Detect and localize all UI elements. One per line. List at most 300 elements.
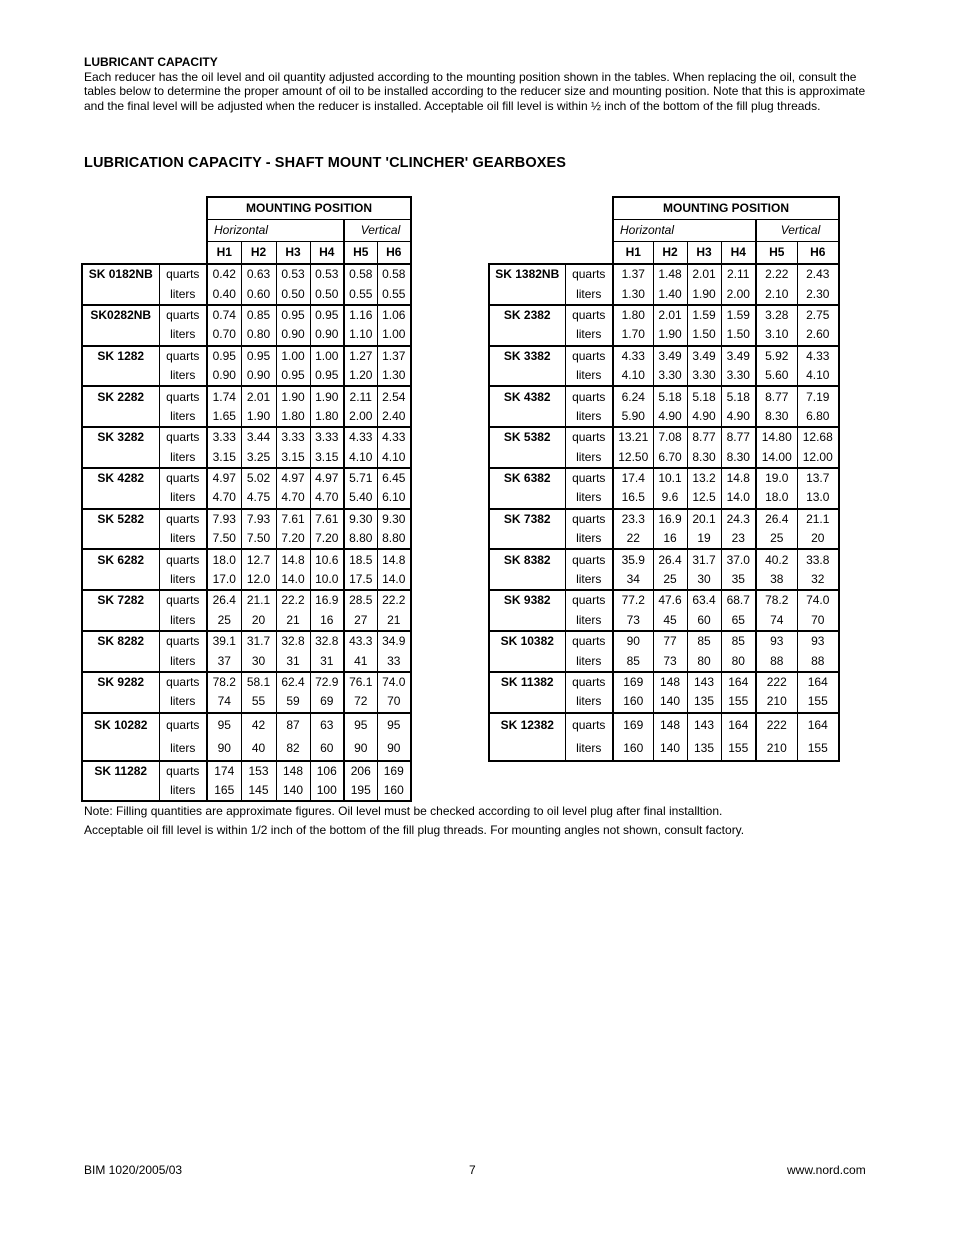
horizontal-header: Horizontal [207, 220, 344, 242]
value-cell: 0.50 [276, 284, 310, 304]
value-cell: 7.61 [310, 509, 344, 529]
value-cell: 1.30 [377, 366, 411, 386]
value-cell: 0.95 [241, 346, 276, 366]
value-cell: 140 [276, 781, 310, 801]
value-cell: 210 [756, 737, 797, 761]
value-cell: 2.22 [756, 264, 797, 284]
table-row [82, 386, 411, 406]
value-cell: 2.54 [377, 386, 411, 406]
value-cell: 72 [344, 692, 377, 712]
value-cell: 14.8 [377, 549, 411, 569]
header-blank [82, 197, 207, 220]
column-header-h6: H6 [377, 242, 411, 265]
model-cell [489, 284, 565, 304]
model-cell: SK 10282 [82, 713, 159, 737]
value-cell: 87 [276, 713, 310, 737]
value-cell: 145 [241, 781, 276, 801]
value-cell: 1.20 [344, 366, 377, 386]
model-cell: SK 0182NB [82, 264, 159, 284]
table-row [82, 468, 411, 488]
value-cell: 1.65 [207, 407, 241, 427]
value-cell: 4.70 [276, 488, 310, 508]
value-cell: 60 [687, 611, 721, 631]
value-cell: 31.7 [241, 631, 276, 651]
vertical-header: Vertical [344, 220, 411, 242]
value-cell: 0.95 [310, 305, 344, 325]
right-capacity-table [488, 196, 840, 762]
value-cell: 0.95 [207, 346, 241, 366]
value-cell: 35 [721, 570, 756, 590]
value-cell: 85 [687, 631, 721, 651]
value-cell: 70 [797, 611, 839, 631]
value-cell: 2.01 [687, 264, 721, 284]
value-cell: 3.44 [241, 427, 276, 447]
unit-cell: liters [565, 488, 613, 508]
unit-cell: liters [159, 529, 207, 549]
value-cell: 38 [756, 570, 797, 590]
value-cell: 148 [276, 761, 310, 781]
unit-cell: quarts [159, 346, 207, 366]
table-row [82, 509, 411, 529]
model-cell [82, 488, 159, 508]
value-cell: 0.60 [241, 284, 276, 304]
value-cell: 21.1 [241, 590, 276, 610]
table-row [489, 407, 839, 427]
value-cell: 10.1 [653, 468, 687, 488]
unit-cell: liters [159, 284, 207, 304]
value-cell: 1.80 [276, 407, 310, 427]
unit-cell: quarts [565, 713, 613, 737]
value-cell: 37.0 [721, 549, 756, 569]
column-header-h2: H2 [653, 242, 687, 265]
table-row [82, 427, 411, 447]
unit-cell: liters [159, 692, 207, 712]
value-cell: 164 [797, 672, 839, 692]
unit-cell: liters [159, 448, 207, 468]
value-cell: 34 [613, 570, 653, 590]
model-cell [489, 570, 565, 590]
value-cell: 0.50 [310, 284, 344, 304]
value-cell: 32.8 [276, 631, 310, 651]
table-row [489, 427, 839, 447]
model-cell: SK 7282 [82, 590, 159, 610]
horizontal-header: Horizontal [613, 220, 756, 242]
value-cell: 43.3 [344, 631, 377, 651]
value-cell: 8.77 [756, 386, 797, 406]
value-cell: 0.85 [241, 305, 276, 325]
header-blank [82, 220, 207, 242]
value-cell: 26.4 [207, 590, 241, 610]
value-cell: 160 [613, 737, 653, 761]
model-cell: SK 2382 [489, 305, 565, 325]
value-cell: 0.74 [207, 305, 241, 325]
table-row [82, 611, 411, 631]
table-row [82, 549, 411, 569]
value-cell: 12.5 [687, 488, 721, 508]
value-cell: 164 [721, 672, 756, 692]
value-cell: 7.19 [797, 386, 839, 406]
table-row [82, 713, 411, 737]
value-cell: 25 [207, 611, 241, 631]
unit-cell: quarts [565, 305, 613, 325]
model-cell: SK 11282 [82, 761, 159, 781]
value-cell: 55 [241, 692, 276, 712]
value-cell: 0.40 [207, 284, 241, 304]
value-cell: 206 [344, 761, 377, 781]
table-row [489, 468, 839, 488]
value-cell: 5.60 [756, 366, 797, 386]
value-cell: 88 [797, 651, 839, 671]
table-row [82, 448, 411, 468]
table-row [489, 651, 839, 671]
unit-cell: quarts [159, 264, 207, 284]
unit-cell: liters [159, 651, 207, 671]
value-cell: 2.11 [721, 264, 756, 284]
value-cell: 2.75 [797, 305, 839, 325]
value-cell: 1.50 [721, 325, 756, 345]
value-cell: 16 [310, 611, 344, 631]
value-cell: 7.93 [241, 509, 276, 529]
value-cell: 7.50 [241, 529, 276, 549]
value-cell: 100 [310, 781, 344, 801]
value-cell: 47.6 [653, 590, 687, 610]
value-cell: 13.21 [613, 427, 653, 447]
value-cell: 8.30 [756, 407, 797, 427]
value-cell: 1.90 [276, 386, 310, 406]
value-cell: 4.10 [797, 366, 839, 386]
value-cell: 1.74 [207, 386, 241, 406]
model-cell: SK 8382 [489, 549, 565, 569]
table-row [489, 284, 839, 304]
value-cell: 31 [276, 651, 310, 671]
model-cell: SK 4382 [489, 386, 565, 406]
value-cell: 1.00 [310, 346, 344, 366]
model-cell: SK 3382 [489, 346, 565, 366]
value-cell: 74.0 [797, 590, 839, 610]
model-cell [489, 611, 565, 631]
model-cell: SK 7382 [489, 509, 565, 529]
table-row [489, 631, 839, 651]
value-cell: 23 [721, 529, 756, 549]
value-cell: 30 [241, 651, 276, 671]
table-row [489, 488, 839, 508]
value-cell: 4.10 [344, 448, 377, 468]
model-cell [82, 448, 159, 468]
value-cell: 0.90 [310, 325, 344, 345]
column-header-h5: H5 [756, 242, 797, 265]
value-cell: 7.93 [207, 509, 241, 529]
value-cell: 5.18 [687, 386, 721, 406]
unit-cell: liters [159, 781, 207, 801]
value-cell: 2.01 [653, 305, 687, 325]
value-cell: 7.20 [310, 529, 344, 549]
value-cell: 1.06 [377, 305, 411, 325]
model-cell [489, 366, 565, 386]
value-cell: 5.92 [756, 346, 797, 366]
value-cell: 12.68 [797, 427, 839, 447]
value-cell: 140 [653, 737, 687, 761]
value-cell: 4.33 [797, 346, 839, 366]
table-row [82, 284, 411, 304]
value-cell: 1.90 [241, 407, 276, 427]
value-cell: 1.00 [377, 325, 411, 345]
model-cell [82, 651, 159, 671]
value-cell: 31 [310, 651, 344, 671]
value-cell: 3.15 [310, 448, 344, 468]
value-cell: 6.70 [653, 448, 687, 468]
model-cell [82, 407, 159, 427]
value-cell: 32 [797, 570, 839, 590]
unit-cell: quarts [565, 509, 613, 529]
value-cell: 4.97 [276, 468, 310, 488]
value-cell: 0.90 [276, 325, 310, 345]
value-cell: 93 [797, 631, 839, 651]
model-cell [489, 488, 565, 508]
unit-cell: liters [565, 611, 613, 631]
table-row [489, 672, 839, 692]
value-cell: 0.58 [377, 264, 411, 284]
unit-cell: quarts [565, 468, 613, 488]
value-cell: 12.00 [797, 448, 839, 468]
value-cell: 10.6 [310, 549, 344, 569]
value-cell: 2.30 [797, 284, 839, 304]
value-cell: 6.24 [613, 386, 653, 406]
value-cell: 20.1 [687, 509, 721, 529]
value-cell: 4.90 [653, 407, 687, 427]
value-cell: 73 [653, 651, 687, 671]
value-cell: 74.0 [377, 672, 411, 692]
value-cell: 0.53 [276, 264, 310, 284]
value-cell: 14.0 [377, 570, 411, 590]
value-cell: 0.70 [207, 325, 241, 345]
value-cell: 4.70 [310, 488, 344, 508]
table-row [82, 631, 411, 651]
table-row [489, 692, 839, 712]
value-cell: 12.7 [241, 549, 276, 569]
value-cell: 78.2 [207, 672, 241, 692]
value-cell: 3.30 [653, 366, 687, 386]
model-cell [489, 692, 565, 712]
value-cell: 0.63 [241, 264, 276, 284]
value-cell: 17.0 [207, 570, 241, 590]
model-cell: SK0282NB [82, 305, 159, 325]
value-cell: 73 [613, 611, 653, 631]
value-cell: 1.48 [653, 264, 687, 284]
value-cell: 4.97 [310, 468, 344, 488]
value-cell: 18.0 [756, 488, 797, 508]
value-cell: 3.49 [687, 346, 721, 366]
value-cell: 148 [653, 713, 687, 737]
model-cell: SK 5382 [489, 427, 565, 447]
model-cell: SK 9282 [82, 672, 159, 692]
section-title: LUBRICATION CAPACITY - SHAFT MOUNT 'CLINCHER' GEARBOXES [84, 155, 567, 171]
model-cell [82, 325, 159, 345]
footer-doc-id: BIM 1020/2005/03 [84, 1163, 183, 1177]
column-header-h5: H5 [344, 242, 377, 265]
model-cell: SK 1382NB [489, 264, 565, 284]
left-capacity-table [81, 196, 412, 802]
value-cell: 90 [613, 631, 653, 651]
value-cell: 12.0 [241, 570, 276, 590]
unit-cell: quarts [565, 264, 613, 284]
value-cell: 90 [344, 737, 377, 761]
value-cell: 4.97 [207, 468, 241, 488]
value-cell: 80 [721, 651, 756, 671]
value-cell: 21 [377, 611, 411, 631]
value-cell: 26.4 [756, 509, 797, 529]
value-cell: 77.2 [613, 590, 653, 610]
column-header-h4: H4 [721, 242, 756, 265]
value-cell: 1.37 [613, 264, 653, 284]
model-cell [82, 737, 159, 761]
unit-cell: liters [159, 488, 207, 508]
value-cell: 14.80 [756, 427, 797, 447]
value-cell: 1.00 [276, 346, 310, 366]
value-cell: 1.30 [613, 284, 653, 304]
intro-text: Each reducer has the oil level and oil quantity adjusted according to the mounting position shown in the tables. When replacing the oil, consult the tables below to determine the proper amount of oil to be installed according to the reducer size and mounting position. Note that this is approximate and the final level will be adjusted when the reducer is installed. Acceptable oil fill level is within ½ inch of the bottom of the fill plug threads. [84, 69, 866, 113]
value-cell: 135 [687, 737, 721, 761]
table-row [489, 590, 839, 610]
value-cell: 6.10 [377, 488, 411, 508]
table-row [82, 737, 411, 761]
value-cell: 4.33 [377, 427, 411, 447]
value-cell: 0.55 [344, 284, 377, 304]
unit-cell: liters [159, 325, 207, 345]
value-cell: 210 [756, 692, 797, 712]
value-cell: 4.75 [241, 488, 276, 508]
value-cell: 24.3 [721, 509, 756, 529]
footer-page-number: 7 [469, 1163, 476, 1177]
value-cell: 22 [613, 529, 653, 549]
table-row [82, 672, 411, 692]
value-cell: 95 [377, 713, 411, 737]
value-cell: 2.00 [344, 407, 377, 427]
value-cell: 14.0 [276, 570, 310, 590]
value-cell: 143 [687, 672, 721, 692]
value-cell: 19 [687, 529, 721, 549]
value-cell: 160 [377, 781, 411, 801]
value-cell: 34.9 [377, 631, 411, 651]
unit-cell: quarts [159, 631, 207, 651]
table-row [82, 264, 411, 284]
model-cell: SK 11382 [489, 672, 565, 692]
value-cell: 169 [613, 672, 653, 692]
value-cell: 164 [797, 713, 839, 737]
table-row [489, 509, 839, 529]
value-cell: 0.53 [310, 264, 344, 284]
unit-cell: quarts [159, 509, 207, 529]
value-cell: 31.7 [687, 549, 721, 569]
value-cell: 17.5 [344, 570, 377, 590]
header-blank [82, 242, 207, 265]
value-cell: 82 [276, 737, 310, 761]
value-cell: 1.59 [687, 305, 721, 325]
value-cell: 2.01 [241, 386, 276, 406]
value-cell: 25 [756, 529, 797, 549]
model-cell: SK 10382 [489, 631, 565, 651]
unit-cell: quarts [159, 386, 207, 406]
value-cell: 2.10 [756, 284, 797, 304]
column-header-h6: H6 [797, 242, 839, 265]
value-cell: 3.10 [756, 325, 797, 345]
unit-cell: quarts [159, 761, 207, 781]
value-cell: 41 [344, 651, 377, 671]
value-cell: 1.27 [344, 346, 377, 366]
value-cell: 13.2 [687, 468, 721, 488]
table-row [489, 366, 839, 386]
model-cell: SK 4282 [82, 468, 159, 488]
table-row [82, 570, 411, 590]
unit-cell: liters [565, 366, 613, 386]
value-cell: 20 [241, 611, 276, 631]
intro-section [84, 55, 874, 113]
value-cell: 22.2 [377, 590, 411, 610]
unit-cell: quarts [159, 305, 207, 325]
value-cell: 2.60 [797, 325, 839, 345]
value-cell: 21 [276, 611, 310, 631]
unit-cell: quarts [565, 346, 613, 366]
value-cell: 7.61 [276, 509, 310, 529]
unit-cell: quarts [565, 672, 613, 692]
value-cell: 35.9 [613, 549, 653, 569]
value-cell: 7.50 [207, 529, 241, 549]
model-cell [82, 366, 159, 386]
value-cell: 1.90 [653, 325, 687, 345]
value-cell: 14.00 [756, 448, 797, 468]
column-header-h2: H2 [241, 242, 276, 265]
unit-cell: liters [565, 692, 613, 712]
table-row [82, 761, 411, 781]
table-row [82, 366, 411, 386]
model-cell [82, 570, 159, 590]
table-row [489, 448, 839, 468]
value-cell: 1.40 [653, 284, 687, 304]
model-cell: SK 9382 [489, 590, 565, 610]
table-row [82, 781, 411, 801]
value-cell: 1.59 [721, 305, 756, 325]
value-cell: 155 [721, 692, 756, 712]
value-cell: 69 [310, 692, 344, 712]
value-cell: 33.8 [797, 549, 839, 569]
value-cell: 85 [721, 631, 756, 651]
value-cell: 58.1 [241, 672, 276, 692]
table-row [82, 346, 411, 366]
footer-website: www.nord.com [787, 1163, 866, 1177]
value-cell: 3.15 [207, 448, 241, 468]
value-cell: 3.33 [276, 427, 310, 447]
table-row [489, 549, 839, 569]
value-cell: 33 [377, 651, 411, 671]
table-row [82, 651, 411, 671]
table-row [489, 386, 839, 406]
value-cell: 2.43 [797, 264, 839, 284]
value-cell: 155 [797, 692, 839, 712]
model-cell: SK 12382 [489, 713, 565, 737]
value-cell: 140 [653, 692, 687, 712]
value-cell: 7.08 [653, 427, 687, 447]
value-cell: 21.1 [797, 509, 839, 529]
value-cell: 23.3 [613, 509, 653, 529]
column-header-h4: H4 [310, 242, 344, 265]
value-cell: 4.33 [613, 346, 653, 366]
table-row [82, 488, 411, 508]
value-cell: 12.50 [613, 448, 653, 468]
value-cell: 6.45 [377, 468, 411, 488]
value-cell: 95 [207, 713, 241, 737]
value-cell: 143 [687, 713, 721, 737]
value-cell: 4.70 [207, 488, 241, 508]
unit-cell: quarts [159, 672, 207, 692]
